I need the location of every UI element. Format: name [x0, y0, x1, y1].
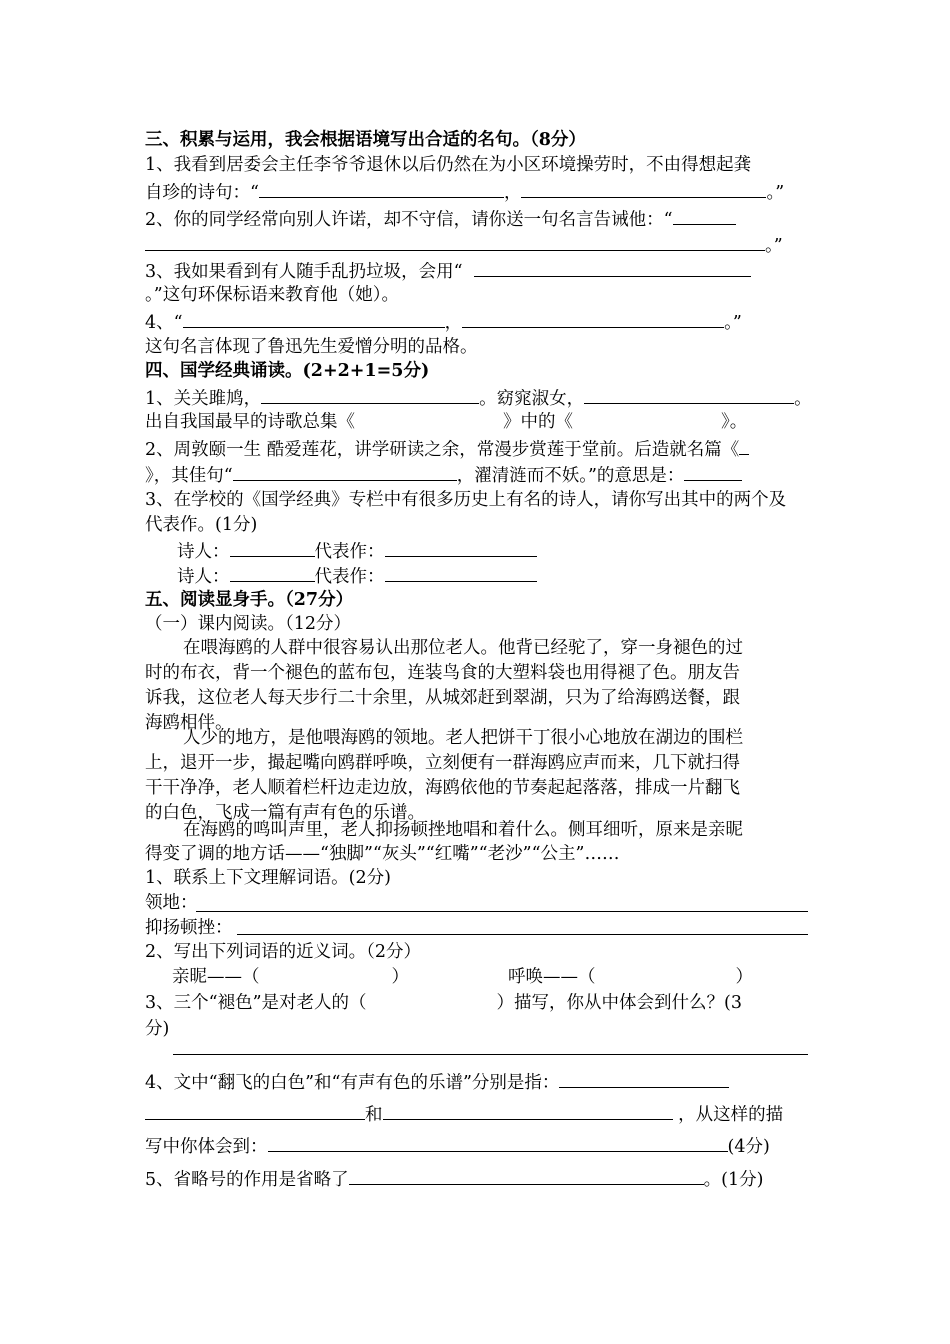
- work-label: 代表作：: [314, 567, 385, 587]
- s4-q3-line1: 3、在学校的《国学经典》专栏中有很多历史上有名的诗人，请你写出其中的两个及: [145, 490, 787, 510]
- s3-q4-end: 。”: [724, 313, 742, 333]
- s5-q4-line1: [145, 1069, 729, 1095]
- s4-q2-text: 2、周敦颐一生 酷爱莲花，讲学研读之余，常漫步赏莲于堂前。后造就名篇《: [145, 440, 740, 460]
- s5-q3-suffix: ）描写，你从中体会到什么？(3: [496, 993, 742, 1013]
- s5-q5-score: 。(1分): [703, 1170, 764, 1190]
- s5-q5: [145, 1166, 763, 1192]
- answer-blank[interactable]: [559, 1069, 729, 1088]
- s5-q2-word2: [508, 965, 753, 989]
- poet-row-2: [177, 563, 537, 589]
- s5-q2-word1: [172, 965, 409, 989]
- s4-q1-end: 。: [794, 389, 812, 409]
- s5-q4-score: (4分): [727, 1137, 770, 1157]
- passage-line: 海鸥相伴。: [145, 713, 233, 733]
- s5-q2: 2、写出下列词语的近义词。（2分）: [145, 942, 422, 962]
- s3-q3-line2: 。”这句环保标语来教育他（她）。: [145, 285, 399, 305]
- passage-line: 在海鸥的鸣叫声里，老人抑扬顿挫地唱和着什么。侧耳细听，原来是亲昵: [183, 820, 743, 840]
- answer-blank[interactable]: [259, 179, 504, 198]
- s3-q2-text: 2、你的同学经常向别人许诺，却不守信，请你送一句名言告诫他：“: [145, 210, 673, 230]
- passage-line: 的白色，飞成一篇有声有色的乐谱。: [145, 803, 425, 823]
- passage-line: 上，退开一步，撮起嘴向鸥群呼唤，立刻便有一群海鸥应声而来，几下就扫得: [145, 753, 740, 773]
- s4-q1-source-mid: 》中的《: [503, 412, 573, 432]
- passage-line: 干干净净，老人顺着栏杆边走边放，海鸥依他的节奏起起落落，排成一片翻飞: [145, 778, 740, 798]
- answer-blank[interactable]: [739, 436, 749, 455]
- paren-close: ）: [391, 967, 409, 987]
- s5-q1-word1: 领地：: [145, 893, 198, 913]
- poet-blank[interactable]: [230, 563, 315, 582]
- passage-line: 得变了调的地方话——“独脚”“灰头”“红嘴”“老沙”“公主”……: [145, 844, 620, 864]
- passage-line: 时的布衣，背一个褪色的蓝布包，连装鸟食的大塑料袋也用得褪了色。朋友告: [145, 663, 740, 683]
- work-blank[interactable]: [385, 563, 537, 582]
- s5-q4-and: 和: [365, 1105, 383, 1125]
- s5-subtitle: （一）课内阅读。（12分）: [145, 614, 352, 634]
- s5-q4-line2: [145, 1101, 783, 1127]
- s4-q1-prefix: 1、关关雎鸠，: [145, 389, 262, 409]
- answer-blank[interactable]: [233, 462, 457, 481]
- answer-blank[interactable]: [383, 1101, 673, 1120]
- answer-line[interactable]: [196, 911, 808, 912]
- synonym-label: 亲昵——（: [172, 967, 260, 987]
- answer-blank[interactable]: [462, 309, 724, 328]
- answer-blank[interactable]: [349, 1166, 704, 1185]
- poet-blank[interactable]: [230, 538, 315, 557]
- work-blank[interactable]: [385, 538, 537, 557]
- s5-q4-suffix: ，从这样的描: [678, 1105, 784, 1125]
- s4-q2-line1: [145, 436, 749, 462]
- s3-q1-line1: 1、我看到居委会主任李爷爷退休以后仍然在为小区环境操劳时，不由得想起龚: [145, 155, 752, 175]
- s3-q2-end: 。”: [765, 236, 783, 256]
- s4-q1-line2: [145, 410, 747, 434]
- s4-q3-line2: 代表作。(1分): [145, 515, 258, 535]
- synonym-label: 呼唤——（: [508, 967, 596, 987]
- s5-q4-prefix: 写中你体会到：: [145, 1137, 268, 1157]
- s3-q3-line1: [145, 258, 751, 284]
- answer-blank[interactable]: [145, 232, 765, 251]
- passage-line: 诉我，这位老人每天步行二十余里，从城郊赶到翠湖，只为了给海鸥送餐，跟: [145, 688, 740, 708]
- s3-q3-text: 3、我如果看到有人随手乱扔垃圾，会用“: [145, 262, 463, 282]
- work-label: 代表作：: [314, 542, 385, 562]
- passage-line: 人少的地方，是他喂海鸥的领地。老人把饼干丁很小心地放在湖边的围栏: [183, 728, 743, 748]
- s5-q4-line3: [145, 1133, 770, 1159]
- answer-blank[interactable]: [684, 462, 742, 481]
- s3-q4-line2: 这句名言体现了鲁迅先生爱憎分明的品格。: [145, 337, 478, 357]
- s5-q1-word2: 抑扬顿挫：: [145, 918, 233, 938]
- answer-line[interactable]: [237, 934, 808, 935]
- s5-q3-line1: [145, 991, 742, 1015]
- passage-line: 在喂海鸥的人群中很容易认出那位老人。他背已经驼了，穿一身褪色的过: [183, 638, 743, 658]
- s3-q4-prefix: 4、“: [145, 313, 183, 333]
- s5-q3-prefix: 3、三个“褪色”是对老人的（: [145, 993, 367, 1013]
- s5-q3-line2: 分): [145, 1019, 170, 1039]
- answer-blank[interactable]: [268, 1133, 728, 1152]
- s4-q1-line1: [145, 385, 812, 411]
- s4-q2-prefix: 》，其佳句“: [145, 466, 233, 486]
- answer-blank[interactable]: [474, 258, 751, 277]
- answer-blank[interactable]: [584, 385, 794, 404]
- s3-q1-comma: ，: [503, 183, 522, 203]
- s5-q4-text: 4、文中“翻飞的白色”和“有声有色的乐谱”分别是指：: [145, 1073, 560, 1093]
- answer-blank[interactable]: [261, 385, 479, 404]
- poet-label: 诗人：: [177, 567, 230, 587]
- poet-row-1: [177, 538, 537, 564]
- s4-q1-source-end: 》。: [721, 412, 748, 432]
- answer-blank[interactable]: [183, 309, 445, 328]
- paren-close: ）: [735, 967, 753, 987]
- answer-blank[interactable]: [145, 1101, 365, 1120]
- section-5-title: 五、阅读显身手。（27分）: [145, 590, 354, 610]
- s4-q2-mid: ，濯清涟而不妖。”的意思是：: [456, 466, 685, 486]
- s5-q1: 1、联系上下文理解词语。(2分): [145, 868, 391, 888]
- s3-q2-line1: [145, 206, 736, 232]
- s3-q1-prefix: 自珍的诗句：“: [145, 183, 259, 203]
- poet-label: 诗人：: [177, 542, 230, 562]
- s3-q4-comma: ，: [444, 313, 463, 333]
- s4-q1-mid: 。窈窕淑女，: [479, 389, 585, 409]
- s3-q1-line2: [145, 179, 784, 205]
- s3-q4-line1: [145, 309, 742, 335]
- answer-line[interactable]: [173, 1054, 808, 1055]
- answer-blank[interactable]: [521, 179, 766, 198]
- answer-blank[interactable]: [673, 206, 736, 225]
- s5-q5-text: 5、省略号的作用是省略了: [145, 1170, 349, 1190]
- s4-q1-source: 出自我国最早的诗歌总集《: [145, 412, 355, 432]
- s3-q2-line2: [145, 232, 783, 258]
- s4-q2-line2: [145, 462, 742, 488]
- section-4-title: 四、国学经典诵读。(2+2+1=5分): [145, 361, 430, 381]
- section-3-title: 三、积累与运用，我会根据语境写出合适的名句。（8分）: [145, 130, 586, 150]
- s3-q1-end: 。”: [766, 183, 785, 203]
